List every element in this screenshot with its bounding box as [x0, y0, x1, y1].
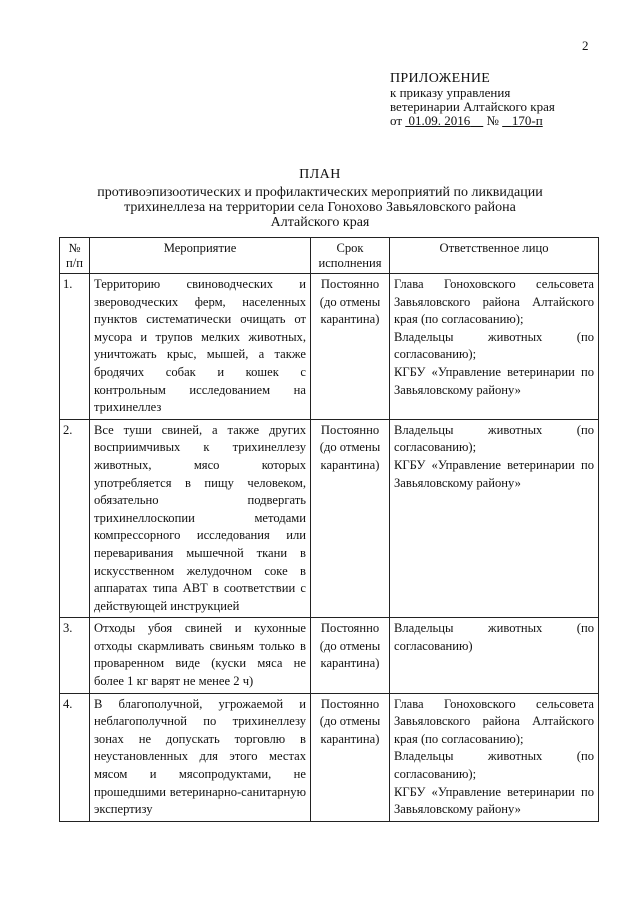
- row-number: 2.: [60, 419, 90, 618]
- row-measure: Территорию свиноводческих и звероводческих ферм, населенных пунктов систематически очищать от мусора и трупов мелких животных, уничтожать крыс, мышей, а также бродячих собак и кошек с контрольным исследованием на трихинеллез: [90, 274, 311, 420]
- appendix-line-department: ветеринарии Алтайского края: [390, 99, 555, 114]
- row-term: Постоянно (до отмены карантина): [311, 274, 390, 420]
- responsible-item: Глава Гоноховского сельсовета Завьяловского района Алтайского края (по согласованию);: [394, 277, 594, 327]
- appendix-title: ПРИЛОЖЕНИЕ: [390, 71, 491, 86]
- responsible-item: Глава Гоноховского сельсовета Завьяловского района Алтайского края (по согласованию);: [394, 696, 594, 746]
- table-row: [60, 274, 599, 420]
- date-prefix: от: [390, 113, 403, 128]
- table-row: [60, 419, 599, 618]
- row-measure: Отходы убоя свиней и кухонные отходы скармливать свиньям только в проваренном виде (куски мяса не более 1 кг варят не менее 2 ч): [90, 618, 311, 693]
- responsible-item: Владельцы животных (по согласованию): [394, 621, 594, 653]
- row-term: Постоянно (до отмены карантина): [311, 693, 390, 821]
- appendix-date-line: [390, 114, 555, 128]
- table-row: [60, 693, 599, 821]
- plan-subtitle-line-3: Алтайского края: [270, 215, 370, 230]
- table-header-row: [60, 238, 599, 274]
- header-num: № п/п: [60, 238, 90, 274]
- row-responsible: [390, 693, 599, 821]
- responsible-item: Владельцы животных (по согласованию);: [394, 329, 594, 362]
- responsible-item: КГБУ «Управление ветеринарии по Завьяловскому району»: [394, 457, 594, 490]
- responsible-item: КГБУ «Управление ветеринарии по Завьяловскому району»: [394, 364, 594, 397]
- header-term: Срок исполнения: [311, 238, 390, 274]
- header-responsible: Ответственное лицо: [390, 238, 599, 274]
- measures-table: [59, 237, 599, 822]
- table-row: [60, 618, 599, 693]
- row-responsible: [390, 618, 599, 693]
- plan-title: [60, 167, 580, 230]
- appendix-block: [390, 72, 555, 128]
- row-number: 1.: [60, 274, 90, 420]
- plan-heading: ПЛАН: [299, 167, 341, 182]
- row-responsible: [390, 274, 599, 420]
- number-prefix: №: [486, 113, 499, 128]
- page-number: 2: [582, 38, 589, 53]
- responsible-item: Владельцы животных (по согласованию);: [394, 749, 594, 782]
- row-number: 4.: [60, 693, 90, 821]
- header-measure: Мероприятие: [90, 238, 311, 274]
- row-responsible: [390, 419, 599, 618]
- row-measure: Все туши свиней, а также других восприимчивых к трихинеллезу животных, мясо которых употребляется в пищу человеком, обязательно подвергать трихинеллоскопии методами компрессорного исследования или переваривания мышечной ткани в искусственном желудочном соке в аппаратах типа АВТ в соответствии с действующей инструкцией: [90, 419, 311, 618]
- plan-subtitle-line-1: противоэпизоотических и профилактических мероприятий по ликвидации: [97, 185, 543, 200]
- responsible-item: КГБУ «Управление ветеринарии по Завьяловскому району»: [394, 784, 594, 817]
- row-measure: В благополучной, угрожаемой и неблагополучной по трихинеллезу зонах не допускать торговлю в неустановленных для этого местах мясом и мясопродуктами, не прошедшими ветеринарно-санитарную экспертизу: [90, 693, 311, 821]
- plan-subtitle-line-2: трихинеллеза на территории села Гоноховo Завьяловского района: [124, 200, 516, 215]
- row-term: Постоянно (до отмены карантина): [311, 419, 390, 618]
- order-number: 170-п: [511, 113, 543, 128]
- row-term: Постоянно (до отмены карантина): [311, 618, 390, 693]
- responsible-item: Владельцы животных (по согласованию);: [394, 422, 594, 455]
- appendix-line-order: к приказу управления: [390, 85, 511, 100]
- row-number: 3.: [60, 618, 90, 693]
- order-date: 01.09. 2016: [408, 113, 471, 128]
